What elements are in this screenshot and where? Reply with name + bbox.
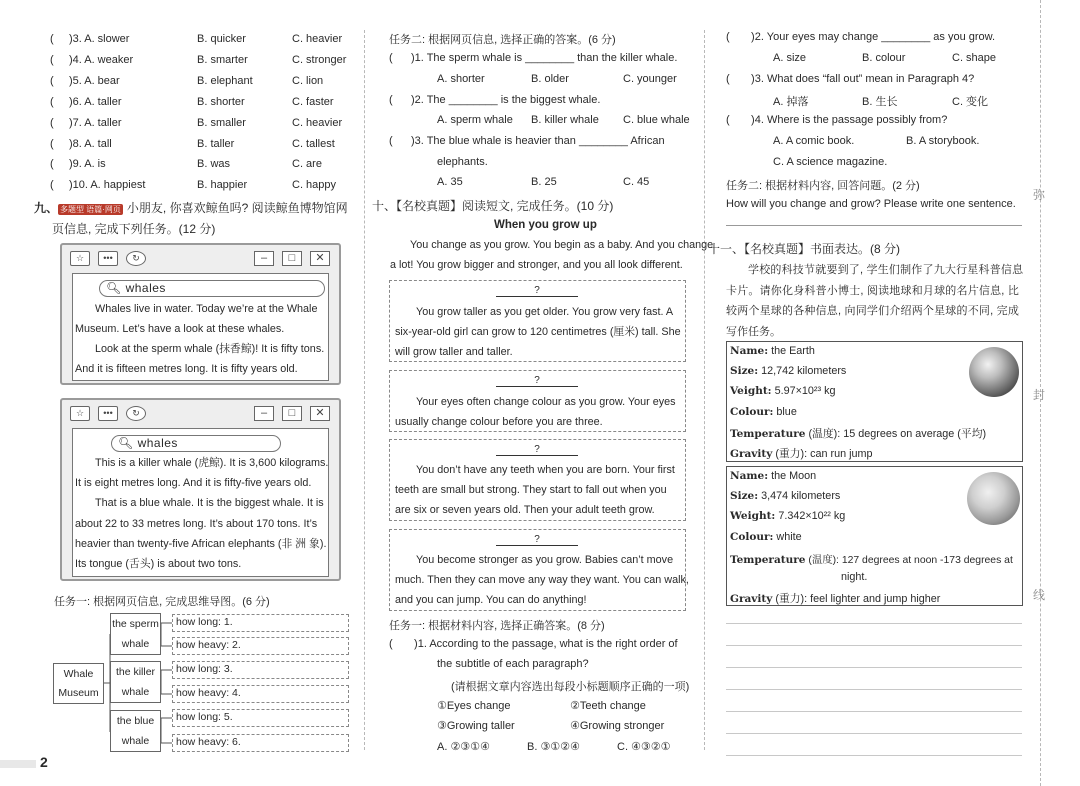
more-icon[interactable]: ••• <box>98 251 118 266</box>
section10-q1: the subtitle of each paragraph? <box>437 658 589 670</box>
binding-char: 弥 <box>1033 188 1046 202</box>
moon-image <box>967 472 1020 525</box>
section11-text: 学校的科技节就要到了, 学生们制作了九大行星科普信息 <box>748 264 1024 276</box>
paragraph-text: teeth are small but strong. They start to fall out when you <box>395 484 667 496</box>
whale-text: Its tongue (舌头) is about two tons. <box>75 558 242 570</box>
option[interactable]: B. was <box>197 158 231 170</box>
paragraph-text: usually change colour before you are three. <box>395 416 603 428</box>
option[interactable]: B. smaller <box>197 117 246 129</box>
paragraph-text: Your eyes often change colour as you grow. Your eyes <box>416 396 676 408</box>
answer-field-3[interactable]: how long: 3. <box>172 661 349 679</box>
moon-info-card: Name: the Moon Size: 3,474 kilometers Weight: 7.342×10²² kg Colour: white Temperature (温度): 127 degrees at noon -173 degrees at night. Gravity (重力): feel lighter and jump higher <box>726 466 1023 606</box>
mind-map-root: Whale Museum <box>53 663 104 704</box>
subtitle-item: ②Teeth change <box>570 700 646 712</box>
writing-line[interactable] <box>726 645 1022 646</box>
answer-field-6[interactable]: how heavy: 6. <box>172 734 349 752</box>
option[interactable]: A. 35 <box>437 176 463 188</box>
option[interactable]: C. faster <box>292 96 334 108</box>
option[interactable]: B. 生长 <box>862 96 898 108</box>
right-q2: ( )2. Your eyes may change ________ as you grow. <box>726 31 996 43</box>
option[interactable]: B. smarter <box>197 54 248 66</box>
paragraph-box-2 <box>389 370 686 432</box>
close-icon[interactable]: ✕ <box>310 406 330 421</box>
whale-text: This is a killer whale (虎鲸). It is 3,600 kilograms. <box>95 457 329 469</box>
star-icon[interactable]: ☆ <box>70 251 90 266</box>
earth-gravity: (重力): can run jump <box>775 448 873 460</box>
paragraph-text: much. Then they can move any way they want. You can walk, <box>395 574 689 586</box>
answer-field-1[interactable]: how long: 1. <box>172 614 349 632</box>
question-stem: ( )8. A. tall <box>50 138 112 150</box>
task2-q1: ( )1. The sperm whale is ________ than the killer whale. <box>389 52 678 64</box>
right-q3: ( )3. What does “fall out” mean in Paragraph 4? <box>726 73 975 85</box>
answer-line[interactable] <box>726 225 1022 226</box>
option[interactable]: B. shorter <box>197 96 245 108</box>
option[interactable]: C. happy <box>292 179 337 191</box>
paragraph-text: You grow taller as you get older. You grow very fast. A <box>416 306 674 318</box>
binding-char: 封 <box>1033 388 1046 402</box>
option[interactable]: B. older <box>531 73 569 85</box>
moon-colour: white <box>776 531 802 543</box>
whale-text: heavier than twenty-five African elephants (非 洲 象). <box>75 538 327 550</box>
question-stem: ( )5. A. bear <box>50 75 120 87</box>
whale-text: That is a blue whale. It is the biggest whale. It is <box>95 497 324 509</box>
writing-line[interactable] <box>726 755 1022 756</box>
search-input[interactable]: 🔍︎ whales <box>111 435 281 452</box>
task2-q2: ( )2. The ________ is the biggest whale. <box>389 94 601 106</box>
question-stem: ( )7. A. taller <box>50 117 122 129</box>
section10-task1-title: 任务一: 根据材料内容, 选择正确答案。(8 分) <box>389 620 605 632</box>
task2-title: 任务二: 根据网页信息, 选择正确的答案。(6 分) <box>389 34 616 46</box>
paragraph-text: are six or seven years old. Then your adult teeth grow. <box>395 504 655 516</box>
option[interactable]: C. heavier <box>292 33 343 45</box>
writing-line[interactable] <box>726 667 1022 668</box>
option[interactable]: A. shorter <box>437 73 485 85</box>
question-stem: ( )4. A. weaker <box>50 54 134 66</box>
moon-gravity: (重力): feel lighter and jump higher <box>775 593 941 605</box>
whale-text: It is eight metres long. And it is fifty-five years old. <box>75 477 312 489</box>
more-icon[interactable]: ••• <box>98 406 118 421</box>
section10-q1-hint: (请根据文章内容选出每段小标题顺序正确的一项) <box>451 681 690 693</box>
maximize-icon[interactable]: □ <box>282 406 302 421</box>
whale-text: Whales live in water. Today we’re at the Whale <box>95 303 318 315</box>
minimize-icon[interactable]: – <box>254 251 274 266</box>
paragraph-box-1 <box>389 280 686 362</box>
option[interactable]: B. killer whale <box>531 114 599 126</box>
option[interactable]: C. tallest <box>292 138 335 150</box>
option[interactable]: C. ④③②① <box>617 741 671 753</box>
page-content <box>72 273 329 381</box>
paragraph-text: six-year-old girl can grow to 120 centimetres (厘米) tall. She <box>395 326 681 338</box>
paragraph-text: You become stronger as you grow. Babies can’t move <box>416 554 674 566</box>
search-icon: 🔍︎ <box>106 281 122 295</box>
moon-temperature-cont: night. <box>841 571 868 583</box>
section-9-line2: 页信息, 完成下列任务。(12 分) <box>52 222 216 236</box>
section11-text: 写作任务。 <box>726 326 781 338</box>
option[interactable]: C. heavier <box>292 117 343 129</box>
subtitle-item: ④Growing stronger <box>570 720 665 732</box>
subtitle-blank[interactable]: ? <box>496 375 578 387</box>
earth-colour: blue <box>776 406 797 418</box>
refresh-icon[interactable]: ↻ <box>126 251 146 266</box>
paragraph-text: and you can jump. You can do anything! <box>395 594 587 606</box>
option[interactable]: A. A comic book. <box>773 135 855 147</box>
writing-line[interactable] <box>726 733 1022 734</box>
star-icon[interactable]: ☆ <box>70 406 90 421</box>
answer-field-4[interactable]: how heavy: 4. <box>172 685 349 703</box>
option[interactable]: C. A science magazine. <box>773 156 888 168</box>
whale-text: Museum. Let’s have a look at these whales. <box>75 323 285 335</box>
paragraph-text: will grow taller and taller. <box>395 346 513 358</box>
option[interactable]: B. colour <box>862 52 906 64</box>
column-divider <box>704 30 705 750</box>
option[interactable]: C. younger <box>623 73 677 85</box>
option[interactable]: A. sperm whale <box>437 114 513 126</box>
moon-temperature: (温度): 127 degrees at noon -173 degrees at <box>808 555 1013 566</box>
section-9-heading: 九、 多题型 语篇·网页 小朋友, 你喜欢鲸鱼吗? 阅读鲸鱼博物馆网 <box>34 201 348 215</box>
option[interactable]: A. size <box>773 52 807 64</box>
page-number-bar <box>0 760 36 768</box>
passage-intro: You change as you grow. You begin as a baby. And you change <box>410 239 714 251</box>
moon-size: 3,474 kilometers <box>761 490 841 502</box>
question-stem: ( )3. A. slower <box>50 33 130 45</box>
search-icon: 🔍︎ <box>118 436 134 450</box>
option[interactable]: C. lion <box>292 75 324 87</box>
subtitle-item: ①Eyes change <box>437 700 511 712</box>
section11-text: 较两个星球的各种信息, 向同学们介绍两个星球的不同, 完成 <box>726 305 1020 317</box>
answer-field-2[interactable]: how heavy: 2. <box>172 637 349 655</box>
question-stem: ( )9. A. is <box>50 158 106 170</box>
mind-map-node: the blue whale <box>110 710 161 752</box>
right-task2-title: 任务二: 根据材料内容, 回答问题。(2 分) <box>726 180 920 192</box>
paragraph-box-3 <box>389 439 686 521</box>
subtitle-blank[interactable]: ? <box>496 285 578 297</box>
subtitle-item: ③Growing taller <box>437 720 515 732</box>
paragraph-text: You don’t have any teeth when you are born. Your first <box>416 464 675 476</box>
earth-size: 12,742 kilometers <box>761 365 847 377</box>
mind-map-node: the sperm whale <box>110 613 161 655</box>
option[interactable]: A. ②③①④ <box>437 741 490 753</box>
question-stem: ( )6. A. taller <box>50 96 122 108</box>
right-task2-question: How will you change and grow? Please write one sentence. <box>726 198 1016 210</box>
minimize-icon[interactable]: – <box>254 406 274 421</box>
section11-text: 卡片。请你化身科普小博士, 阅读地球和月球的名片信息, 比 <box>726 285 1020 297</box>
task1-title: 任务一: 根据网页信息, 完成思维导图。(6 分) <box>54 596 270 608</box>
subtitle-blank[interactable]: ? <box>496 444 578 456</box>
browser-window-2 <box>60 398 341 581</box>
binding-char: 线 <box>1033 588 1046 602</box>
moon-weight: 7.342×10²² kg <box>778 510 846 522</box>
option[interactable]: C. blue whale <box>623 114 690 126</box>
earth-temperature: (温度): 15 degrees on average (平均) <box>808 428 987 440</box>
option[interactable]: C. are <box>292 158 322 170</box>
section10-q1: ( )1. According to the passage, what is the right order of <box>389 638 678 650</box>
section-10-heading: 十、【名校真题】阅读短文, 完成任务。(10 分) <box>372 199 614 213</box>
earth-weight: 5.97×10²³ kg <box>774 385 836 397</box>
writing-line[interactable] <box>726 623 1022 624</box>
task2-q3: ( )3. The blue whale is heavier than ________ African <box>389 135 665 147</box>
paragraph-box-4 <box>389 529 689 611</box>
option[interactable]: B. 25 <box>531 176 557 188</box>
option[interactable]: C. 45 <box>623 176 650 188</box>
refresh-icon[interactable]: ↻ <box>126 406 146 421</box>
writing-line[interactable] <box>726 689 1022 690</box>
question-stem: ( )10. A. happiest <box>50 179 146 191</box>
section-11-heading: 十一、【名校真题】书面表达。(8 分) <box>708 242 901 256</box>
option[interactable]: B. ③①②④ <box>527 741 580 753</box>
maximize-icon[interactable]: □ <box>282 251 302 266</box>
earth-image <box>969 347 1019 397</box>
column-divider <box>364 30 365 750</box>
answer-field-5[interactable]: how long: 5. <box>172 709 349 727</box>
passage-intro: a lot! You grow bigger and stronger, and you all look different. <box>390 259 683 271</box>
moon-name: the Moon <box>771 470 817 482</box>
whale-text: And it is fifteen metres long. It is fifty years old. <box>75 363 298 375</box>
task2-q3-cont: elephants. <box>437 156 488 168</box>
writing-line[interactable] <box>726 711 1022 712</box>
browser-window-1 <box>60 243 341 385</box>
option[interactable]: A. 掉落 <box>773 96 809 108</box>
option[interactable]: B. taller <box>197 138 235 150</box>
earth-info-card: Name: the Earth Size: 12,742 kilometers Veight: 5.97×10²³ kg Colour: blue Temperature (温度): 15 degrees on average (平均) Gravity (重力): can run jump <box>726 341 1023 462</box>
close-icon[interactable]: ✕ <box>310 251 330 266</box>
option[interactable]: C. 变化 <box>952 96 989 108</box>
passage-title: When you grow up <box>494 219 597 231</box>
whale-text: about 22 to 33 metres long. It’s about 170 tons. It’s <box>75 518 318 530</box>
option[interactable]: B. A storybook. <box>906 135 980 147</box>
search-input[interactable]: 🔍︎ whales <box>99 280 325 297</box>
option[interactable]: B. quicker <box>197 33 246 45</box>
earth-name: the Earth <box>771 345 815 357</box>
option[interactable]: C. shape <box>952 52 997 64</box>
mind-map-node: the killer whale <box>110 661 161 703</box>
option[interactable]: C. stronger <box>292 54 347 66</box>
whale-text: Look at the sperm whale (抹香鲸)! It is fifty tons. <box>95 343 325 355</box>
section-tag: 多题型 语篇·网页 <box>60 205 121 214</box>
page-number: 2 <box>40 754 48 770</box>
page-content <box>72 428 329 577</box>
option[interactable]: B. happier <box>197 179 248 191</box>
subtitle-blank[interactable]: ? <box>496 534 578 546</box>
right-q4: ( )4. Where is the passage possibly from? <box>726 114 948 126</box>
option[interactable]: B. elephant <box>197 75 253 87</box>
